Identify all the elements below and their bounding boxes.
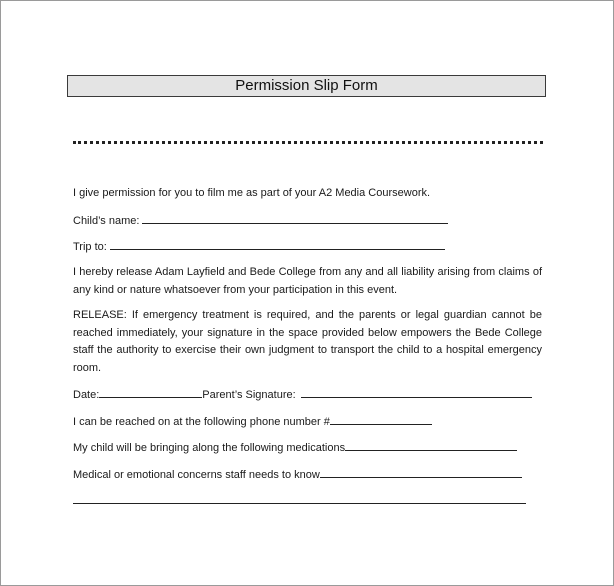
emergency-release-paragraph: RELEASE: If emergency treatment is required, and the parents or legal guardian cannot be reached immediately, your signature in the space provided below empowers the Bede College staff the authority to exercise their own judgment to transport the child to a hospital emergency room. (73, 309, 542, 374)
permission-statement: I give permission for you to film me as part of your A2 Media Coursework. (73, 187, 431, 199)
child-name-field[interactable] (142, 212, 448, 224)
child-name-label: Child’s name: (73, 215, 140, 227)
trip-to-row (73, 238, 445, 255)
medications-field[interactable] (345, 439, 517, 451)
liability-release-paragraph: I hereby release Adam Layfield and Bede College from any and all liability arising from claims of any kind or nature whatsoever from your participation in this event. (73, 266, 542, 296)
concerns-row (73, 466, 522, 483)
medications-row (73, 439, 517, 456)
date-field[interactable] (99, 386, 202, 398)
signature-field[interactable] (301, 386, 532, 398)
medications-label: My child will be bringing along the following medications (73, 442, 346, 454)
concerns-label: Medical or emotional concerns staff needs to know (73, 469, 320, 481)
trip-to-field[interactable] (110, 238, 445, 250)
concerns-continuation-field[interactable] (73, 492, 526, 504)
concerns-field[interactable] (320, 466, 522, 478)
phone-row (73, 413, 432, 430)
date-label: Date: (73, 389, 100, 401)
date-signature-row (73, 386, 532, 403)
trip-to-label: Trip to: (73, 241, 107, 253)
phone-label: I can be reached on at the following phone number # (73, 416, 330, 428)
phone-field[interactable] (330, 413, 432, 425)
dotted-divider (73, 141, 543, 144)
form-title: Permission Slip Form (67, 75, 546, 97)
child-name-row (73, 212, 448, 229)
signature-label: Parent’s Signature: (202, 389, 296, 401)
concerns-continuation-row (73, 492, 526, 509)
